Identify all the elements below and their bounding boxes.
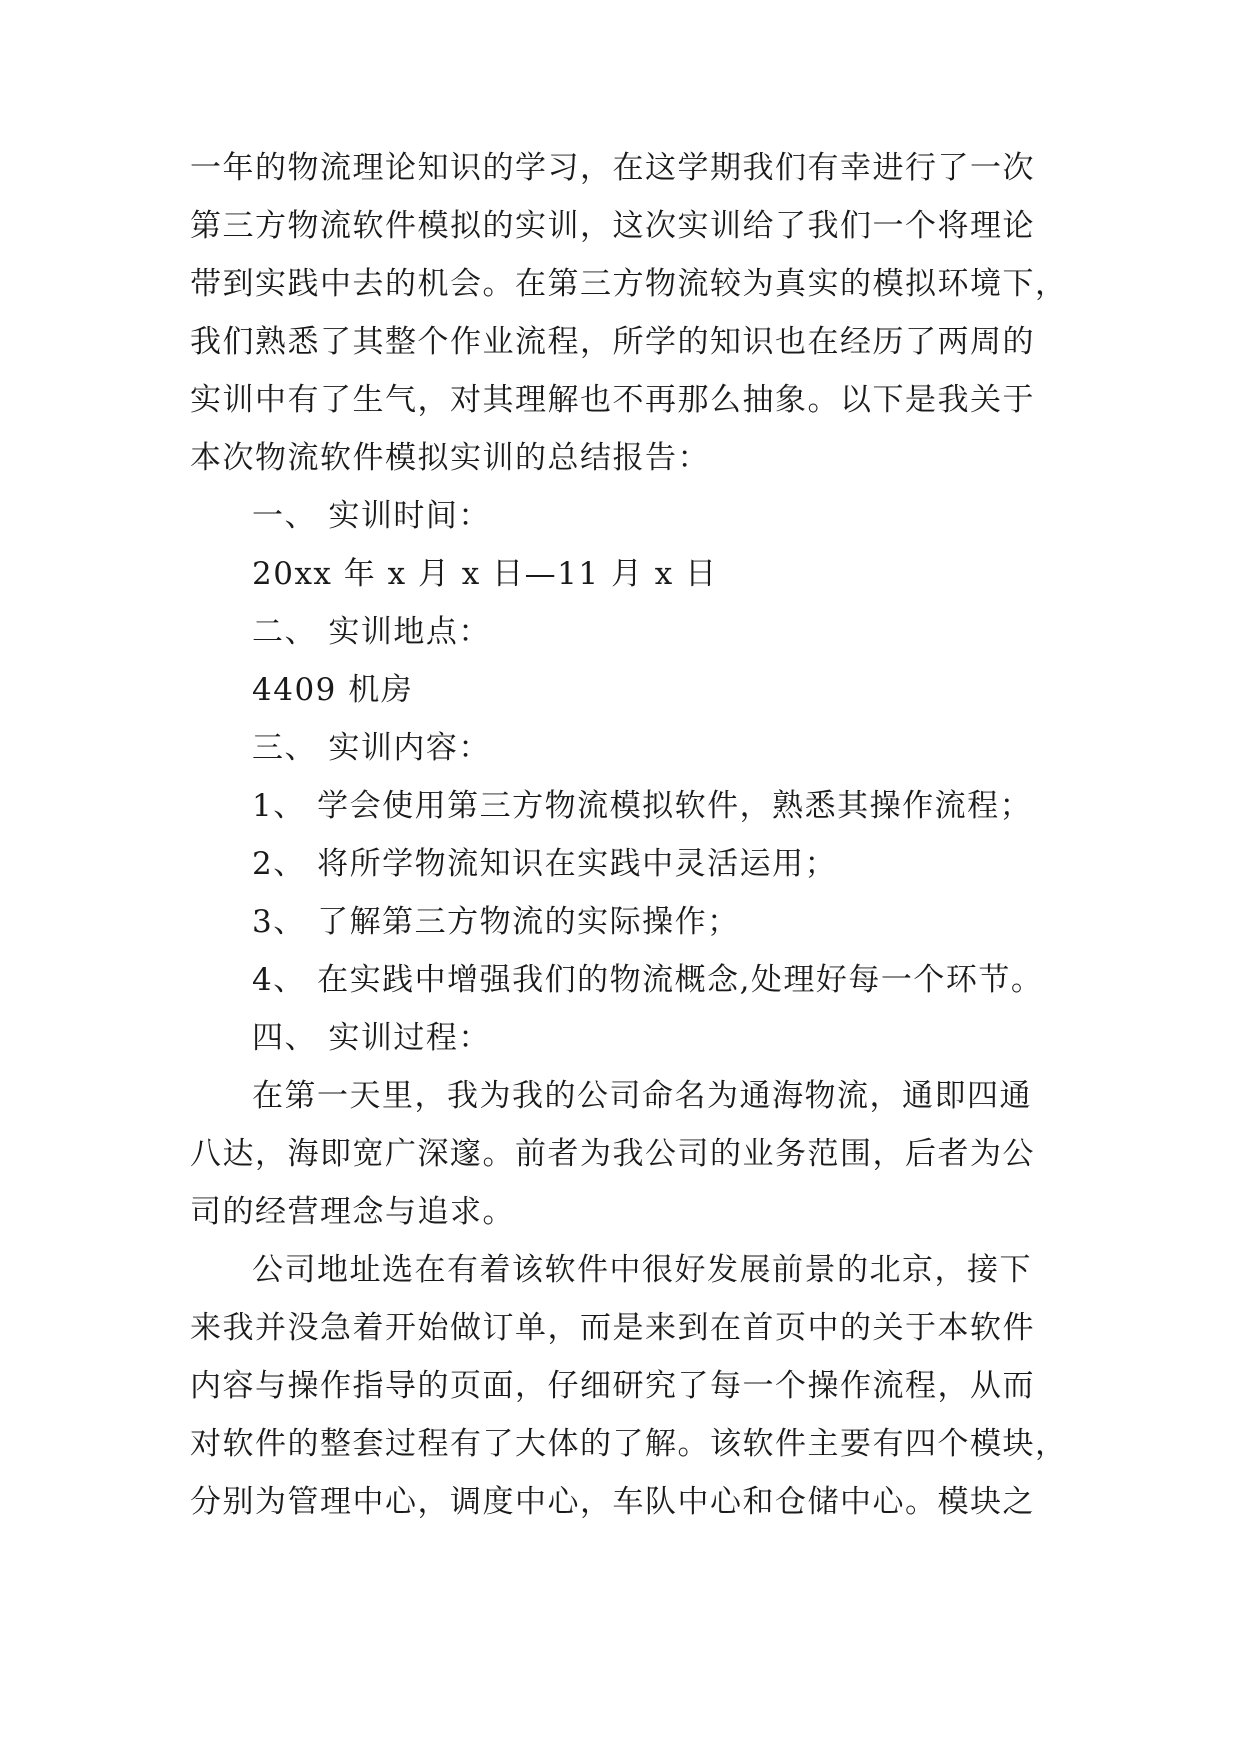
paragraph-line: 分别为管理中心，调度中心，车队中心和仓储中心。模块之 (190, 1484, 1035, 1520)
paragraph-line: 八达，海即宽广深邃。前者为我公司的业务范围，后者为公 (190, 1136, 1035, 1172)
section-heading-time: 一、 实训时间： (252, 498, 491, 534)
content-list-item: 1、 学会使用第三方物流模拟软件，熟悉其操作流程； (252, 788, 1033, 824)
paragraph-line: 本次物流软件模拟实训的总结报告： (190, 440, 710, 476)
paragraph-line: 我们熟悉了其整个作业流程，所学的知识也在经历了两周的 (190, 324, 1035, 360)
paragraph-line: 公司地址选在有着该软件中很好发展前景的北京，接下 (252, 1252, 1032, 1288)
training-location-value: 4409 机房 (252, 672, 414, 708)
paragraph-line: 司的经营理念与追求。 (190, 1194, 515, 1230)
paragraph-line: 对软件的整套过程有了大体的了解。该软件主要有四个模块， (190, 1426, 1068, 1462)
paragraph-line: 实训中有了生气，对其理解也不再那么抽象。以下是我关于 (190, 382, 1035, 418)
content-list-item: 4、 在实践中增强我们的物流概念,处理好每一个环节。 (252, 962, 1044, 998)
section-heading-location: 二、 实训地点： (252, 614, 491, 650)
training-time-value: 20xx 年 x 月 x 日—11 月 x 日 (252, 556, 718, 592)
paragraph-line: 带到实践中去的机会。在第三方物流较为真实的模拟环境下， (190, 266, 1068, 302)
content-list-item: 3、 了解第三方物流的实际操作； (252, 904, 740, 940)
paragraph-line: 内容与操作指导的页面，仔细研究了每一个操作流程，从而 (190, 1368, 1035, 1404)
paragraph-line: 在第一天里，我为我的公司命名为通海物流，通即四通 (252, 1078, 1032, 1114)
paragraph-line: 第三方物流软件模拟的实训，这次实训给了我们一个将理论 (190, 208, 1035, 244)
paragraph-line: 来我并没急着开始做订单，而是来到在首页中的关于本软件 (190, 1310, 1035, 1346)
section-heading-content: 三、 实训内容： (252, 730, 491, 766)
section-heading-process: 四、 实训过程： (252, 1020, 491, 1056)
content-list-item: 2、 将所学物流知识在实践中灵活运用； (252, 846, 838, 882)
paragraph-line: 一年的物流理论知识的学习，在这学期我们有幸进行了一次 (190, 150, 1035, 186)
